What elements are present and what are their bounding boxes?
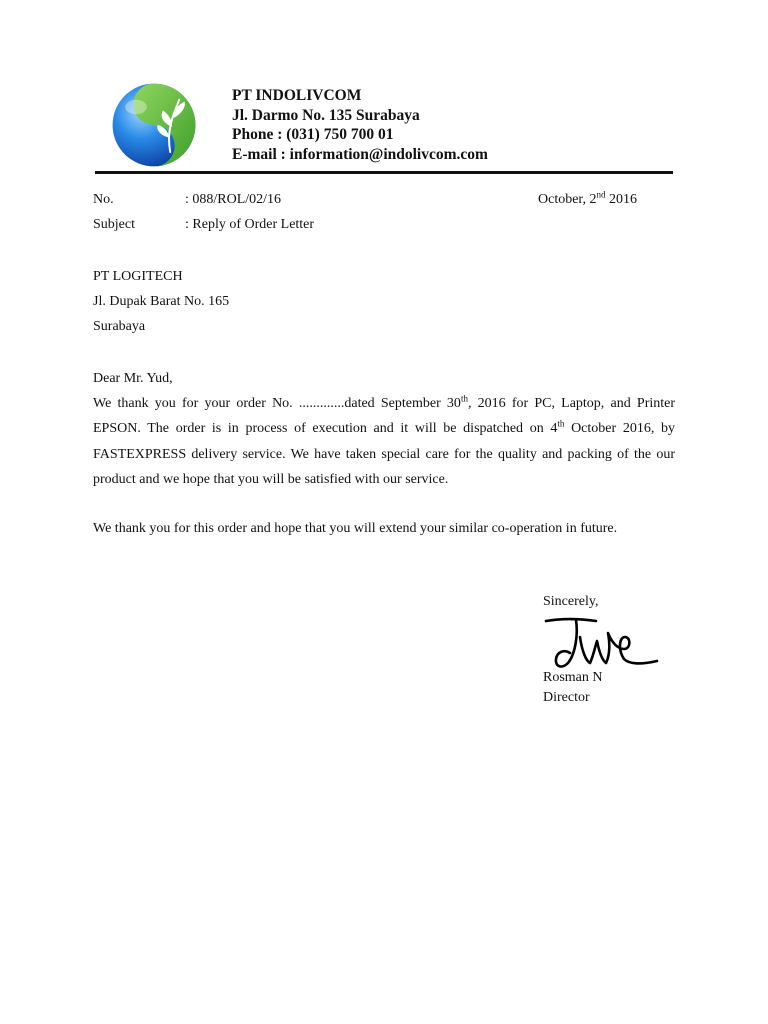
company-address: Jl. Darmo No. 135 Surabaya [232,106,420,124]
paragraph-1-part-b: , 2016 for PC, Laptop, and Printer EPSON. The order is in process of execution and it will be dispatched on 4 [93,396,676,437]
signer-block [543,668,603,707]
subject-row [93,215,653,240]
company-details [232,86,488,165]
recipient-address [93,264,229,340]
reference-number: : 088/ROL/02/16 [185,192,282,207]
recipient-city: Surabaya [93,319,146,335]
company-email: E-mail : information@indolivcom.com [232,146,488,164]
sign-off: Sincerely, [543,594,599,609]
company-phone: Phone : (031) 750 700 01 [232,126,394,144]
reference-label: No. [93,192,114,207]
salutation: Dear Mr. Yud, [93,371,173,386]
company-logo [108,80,200,170]
paragraph-1-part-c: October 2016, by FASTEXPRESS delivery service. We have taken special care for the quality and packing of the our product and we hope that you will be satisfied with our service. [93,421,675,487]
signer-name: Rosman N [543,670,603,685]
company-name: PT INDOLIVCOM [232,87,362,104]
letterhead [96,78,674,174]
recipient-street: Jl. Dupak Barat No. 165 [93,294,230,310]
handwritten-signature [540,613,660,671]
letter-date [538,190,637,210]
paragraph-1-ordinal-1: th [460,393,468,404]
body-paragraph-2: We thank you for this order and hope that you will extend your similar co-operation in future. [93,521,618,537]
letter-meta [93,190,653,240]
reference-row [93,190,653,215]
paragraph-1-part-a: We thank you for your order No. .............dated September 30 [93,396,461,412]
signer-title: Director [543,689,590,705]
body-paragraph-1 [93,391,675,492]
letter-body [93,366,675,541]
letterhead-divider [95,171,673,174]
date-year: 2016 [605,192,638,207]
date-prefix: October, 2 [538,192,597,207]
subject-value: : Reply of Order Letter [185,217,315,232]
date-ordinal: nd [596,189,606,200]
subject-label: Subject [93,217,135,232]
paragraph-1-ordinal-2: th [557,418,565,429]
recipient-company: PT LOGITECH [93,269,183,284]
